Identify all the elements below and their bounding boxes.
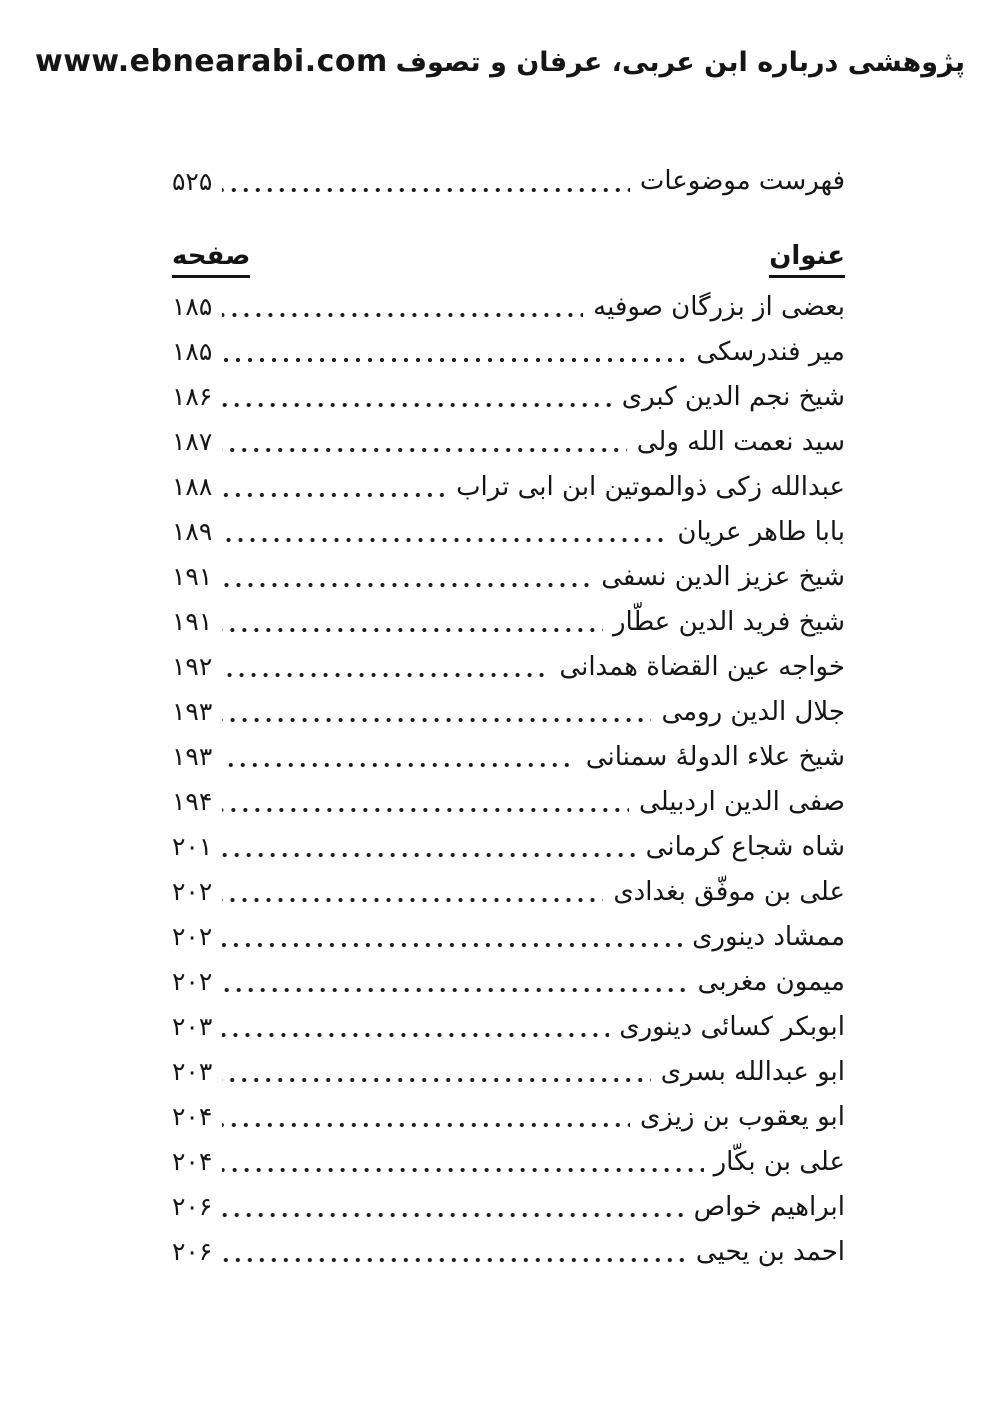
toc-pre-entry (172, 161, 845, 201)
toc-entry-page: ۲۰۴ (172, 1147, 213, 1176)
toc-row (172, 914, 845, 959)
toc-entry-page: ۱۸۷ (172, 427, 213, 456)
toc-entry-title: شیخ فرید الدین عطّار (612, 606, 845, 637)
toc-entry-title: شیخ نجم الدین کبری (621, 381, 845, 412)
toc-entry-title: سید نعمت الله ولی (636, 426, 845, 457)
page-header (0, 0, 1000, 79)
dot-leader (222, 187, 630, 193)
toc-row (172, 959, 845, 1004)
toc-row (172, 1004, 845, 1049)
toc-entry-title: شیخ عزیز الدین نسفی (601, 561, 845, 592)
toc-entry-page: ۱۸۹ (172, 517, 213, 546)
book-title: پژوهشی درباره ابن عربی، عرفان و تصوف (395, 47, 965, 78)
toc-entry-title: صفی الدین اردبیلی (639, 786, 845, 817)
toc-entry-title: جلال الدین رومی (661, 696, 845, 727)
toc-entry-page: ۲۰۳ (172, 1057, 213, 1086)
toc-entry-page: ۱۸۸ (172, 472, 213, 501)
toc-row (172, 824, 845, 869)
toc-entry-title: خواجه عین القضاة همدانی (559, 651, 845, 682)
dot-leader (222, 1212, 683, 1218)
toc-entry-title: ابوبکر کسائی دینوری (619, 1011, 845, 1042)
column-header-page: صفحه (172, 241, 250, 278)
toc-row (172, 284, 845, 329)
dot-leader (222, 1077, 650, 1083)
toc-row (172, 1094, 845, 1139)
toc-row (172, 374, 845, 419)
dot-leader (222, 1032, 609, 1038)
toc-entry-title: ممشاد دینوری (692, 921, 845, 952)
toc-entry-page: ۱۹۳ (172, 697, 213, 726)
toc-entry-title: علی بن موفّق بغدادی (613, 876, 845, 907)
dot-leader (222, 942, 682, 948)
dot-leader (222, 897, 603, 903)
toc-pre-entry-title: فهرست موضوعات (639, 166, 845, 196)
toc-entry-page: ۱۸۵ (172, 337, 213, 366)
toc-entry-page: ۱۹۱ (172, 607, 213, 636)
toc-entry-page: ۲۰۴ (172, 1102, 213, 1131)
toc-column-headers (172, 241, 845, 278)
toc-entry-title: بعضی از بزرگان صوفیه (593, 291, 845, 322)
dot-leader (222, 582, 591, 588)
dot-leader (222, 312, 583, 318)
dot-leader (222, 1257, 686, 1263)
toc-entry-page: ۲۰۲ (172, 922, 213, 951)
dot-leader (222, 537, 667, 543)
toc-row (172, 329, 845, 374)
toc-entry-page: ۲۰۲ (172, 967, 213, 996)
toc-row (172, 419, 845, 464)
dot-leader (222, 852, 635, 858)
dot-leader (222, 1122, 630, 1128)
toc-row (172, 599, 845, 644)
toc-entry-title: میمون مغربی (697, 966, 845, 997)
dot-leader (222, 627, 603, 633)
toc-entry-page: ۲۰۲ (172, 877, 213, 906)
toc-entry-page: ۱۹۲ (172, 652, 213, 681)
dot-leader (222, 987, 687, 993)
toc-entry-title: ابو یعقوب بن زیزی (639, 1101, 845, 1132)
toc-row (172, 1229, 845, 1274)
dot-leader (222, 717, 651, 723)
toc-row (172, 509, 845, 554)
column-header-title: عنوان (769, 241, 845, 278)
toc-entry-page: ۲۰۱ (172, 832, 213, 861)
toc-row (172, 1139, 845, 1184)
toc-entry-title: احمد بن یحیی (695, 1236, 845, 1267)
toc-entry-title: ابراهیم خواص (693, 1191, 845, 1222)
toc-row (172, 869, 845, 914)
toc-entry-title: میر فندرسکی (696, 336, 845, 367)
toc-entry-page: ۱۹۳ (172, 742, 213, 771)
toc-row (172, 554, 845, 599)
dot-leader (222, 807, 629, 813)
toc-row (172, 689, 845, 734)
toc-entry-title: ابو عبدالله بسری (660, 1056, 845, 1087)
dot-leader (222, 672, 549, 678)
toc-entry-page: ۱۹۴ (172, 787, 213, 816)
toc-row (172, 644, 845, 689)
toc-entry-title: عبدالله زکی ذوالموتین ابن ابی تراب (456, 471, 845, 502)
toc-entry-page: ۱۸۵ (172, 292, 213, 321)
site-url: www.ebnearabi.com (35, 44, 388, 79)
toc-row (172, 1184, 845, 1229)
toc-entry-page: ۲۰۳ (172, 1012, 213, 1041)
toc-pre-entry-page: ۵۲۵ (172, 166, 213, 196)
toc-entry-page: ۲۰۶ (172, 1237, 213, 1266)
toc-entry-page: ۱۸۶ (172, 382, 213, 411)
dot-leader (222, 357, 686, 363)
toc-entry-title: شاه شجاع کرمانی (645, 831, 845, 862)
dot-leader (222, 762, 576, 768)
dot-leader (222, 1167, 703, 1173)
toc-row (172, 779, 845, 824)
toc-entry-title: شیخ علاء الدولۀ سمنانی (585, 741, 845, 772)
dot-leader (222, 447, 626, 453)
toc-entry-page: ۱۹۱ (172, 562, 213, 591)
toc-entry-page: ۲۰۶ (172, 1192, 213, 1221)
toc-row (172, 464, 845, 509)
dot-leader (222, 492, 446, 498)
toc-row (172, 734, 845, 779)
dot-leader (222, 402, 611, 408)
toc-entry-title: علی بن بکّار (713, 1146, 845, 1177)
toc-list (172, 284, 845, 1274)
toc-row (172, 1049, 845, 1094)
toc-entry-title: بابا طاهر عریان (677, 516, 845, 547)
